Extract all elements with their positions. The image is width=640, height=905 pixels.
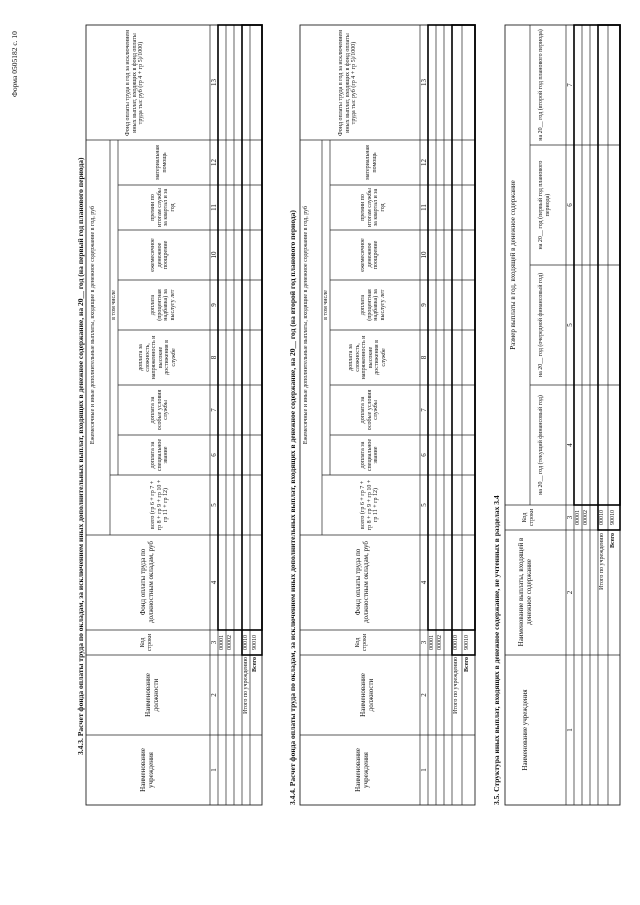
t1-header-group: Ежемесячные и иные дополнительные выплаты, входящие в денежное содержание в год, руб	[90, 205, 96, 445]
t1-header-col12: материальная помощь	[155, 145, 168, 180]
t2-colnum-2: 2	[420, 693, 428, 697]
t1-header-col6: доплата за специальное звание	[150, 438, 170, 472]
t1-colnum-11: 11	[210, 204, 218, 211]
t1-header-institution: Наименование учреждения	[139, 748, 155, 792]
t1-colnum-2: 2	[210, 693, 218, 697]
t1-header-col8: доплата за сложность, напряженность и высокие достижения в службе	[138, 335, 177, 380]
t1-colnum-3: 3	[210, 640, 218, 645]
t2-header-col6: доплата за специальное звание	[360, 438, 380, 472]
t2-colnum-12: 12	[420, 159, 428, 166]
t3-colnum-1: 1	[566, 728, 574, 732]
t1-colnum-4: 4	[210, 580, 218, 585]
t2-header-col12: материальная помощь	[365, 145, 378, 180]
t2-header-col9: доплата (процентная надбавка) за выслугу лет	[360, 289, 386, 321]
section-35-title: 3.5. Структура иных выплат, входящих в денежное содержание, не учтенных в разделах 3.4	[492, 495, 501, 805]
t3-colnum-7: 7	[566, 83, 574, 87]
t3-colnum-4: 4	[566, 443, 574, 447]
t1-colnum-7: 7	[210, 408, 218, 412]
t2-colnum-6: 6	[420, 453, 428, 457]
t1-header-position: Наименование должности	[144, 673, 160, 717]
t2-colnum-10: 10	[420, 251, 428, 259]
table-344-grid	[300, 25, 475, 805]
t3-subtotal-label: Итого по учреждению	[599, 533, 605, 590]
table-343-grid	[86, 25, 262, 805]
t1-header-col9: доплата (процентная надбавка) за выслугу лет	[150, 289, 176, 321]
t1-code-row1: 00001	[219, 635, 225, 650]
t3-header-col4: на 20__ год (текущий финансовый год)	[538, 395, 544, 495]
t1-header-code: Код строки	[140, 633, 153, 652]
t3-header-group: Размер выплаты в год, входящей в денежное содержание	[509, 180, 517, 350]
t2-subtotal-label: Итого по учреждению	[453, 657, 459, 714]
t1-colnum-13: 13	[210, 79, 218, 86]
t2-header-col13: Фонд оплаты труда в год за исключением иных выплат, входящих в фонд оплаты труда тыс руб (гр 4 + гр 5)/1000)	[338, 30, 358, 136]
t2-header-institution: Наименование учреждения	[354, 748, 370, 792]
t1-header-col10: ежемесячное денежное поощрение	[150, 238, 170, 272]
t1-colnum-10: 10	[210, 251, 218, 259]
t2-colnum-11: 11	[420, 204, 428, 211]
t3-colnum-3: 3	[566, 515, 574, 520]
t2-subtotal-code: 00010	[453, 635, 459, 650]
t2-header-code: Код строки	[355, 633, 368, 652]
t2-total-code: 90010	[464, 635, 470, 650]
t1-header-col13: Фонд оплаты труда в год за исключением иных выплат, входящих в фонд оплаты труда тыс руб (гр 4 + гр 5)/1000)	[125, 30, 145, 136]
t1-colnum-8: 8	[210, 355, 218, 360]
t3-header-code: Код строки	[522, 508, 535, 527]
t2-colnum-3: 3	[420, 640, 428, 645]
t3-code-row2: 00002	[583, 510, 589, 525]
t3-code-row1: 00001	[575, 510, 581, 525]
t2-header-col11: премии по итогам службы за квартал и за год	[360, 188, 386, 227]
form-number: Форма 0505182 с. 10	[10, 31, 19, 97]
t1-colnum-12: 12	[210, 159, 218, 166]
t1-colnum-6: 6	[210, 453, 218, 457]
t2-colnum-1: 1	[420, 768, 428, 772]
t1-colnum-1: 1	[210, 768, 218, 772]
t2-colnum-8: 8	[420, 355, 428, 360]
t3-header-col5: на 20__ год (очередной финансовый год)	[538, 272, 544, 378]
t1-subtotal-label: Итого по учреждению	[243, 657, 249, 714]
t3-total-label: Всего	[610, 533, 616, 548]
t2-colnum-9: 9	[420, 303, 428, 307]
t2-header-subgroup: в том числе	[323, 290, 329, 320]
t3-header-col6: на 20__ год (первый год планового периода)	[538, 160, 551, 250]
t1-colnum-5: 5	[210, 503, 218, 507]
t1-header-col7: доплата за особые условия службы	[150, 389, 170, 431]
section-343-title: 3.4.3. Расчет фонда оплаты труда по окладам, за исключением иных дополнительных выплат, входящих в денежное содержание, на 20__ год (на первый год планового периода)	[76, 157, 85, 755]
t2-header-col8: доплата за сложность, напряженность и высокие достижения в службе	[348, 335, 387, 380]
t2-header-position: Наименование должности	[359, 673, 375, 717]
t1-header-subgroup: в том числе	[111, 290, 117, 320]
t2-header-col7: доплата за особые условия службы	[360, 389, 380, 431]
t1-header-fot: Фонд оплаты труда по должностным окладам, руб	[139, 541, 155, 623]
t2-colnum-13: 13	[420, 79, 428, 86]
t3-colnum-2: 2	[566, 590, 574, 595]
t3-header-payment: Наименование выплаты, входящей в денежное содержание	[517, 537, 533, 647]
t1-subtotal-code: 00010	[243, 635, 249, 650]
section-344-title: 3.4.4. Расчет фонда оплаты труда по окладам, за исключением иных дополнительных выплат, входящих в денежное содержание, на 20__ год (на второй год планового периода)	[288, 210, 297, 805]
t2-colnum-5: 5	[420, 503, 428, 507]
t1-code-row2: 00002	[227, 635, 233, 650]
t3-subtotal-code: 00010	[599, 510, 605, 525]
t2-header-total: всего (гр 6 + гр 7 + гр 8 + гр 9 + гр 10 + гр 11 + гр 12)	[360, 479, 380, 531]
t3-header-institution: Наименование учреждения	[521, 689, 529, 771]
t2-colnum-7: 7	[420, 408, 428, 412]
t1-total-code: 90010	[252, 635, 258, 650]
t3-total-code: 90010	[610, 510, 616, 525]
t2-header-fot: Фонд оплаты труда по должностным окладам, руб	[354, 541, 370, 623]
t3-header-col7: на 20__ год (второй год планового периода)	[538, 29, 544, 141]
t3-colnum-6: 6	[566, 203, 574, 207]
t1-total-label: Всего	[252, 657, 258, 672]
t2-code-row1: 00001	[429, 635, 435, 650]
t2-code-row2: 00002	[437, 635, 443, 650]
t2-colnum-4: 4	[420, 580, 428, 585]
t1-header-col11: премии по итогам службы за квартал и за год	[150, 188, 176, 227]
t1-header-total: всего (гр 6 + гр 7 + гр 8 + гр 9 + гр 10 + гр 11 + гр 12)	[150, 479, 170, 531]
t3-colnum-5: 5	[566, 323, 574, 327]
t1-colnum-9: 9	[210, 303, 218, 307]
t2-header-group: Ежемесячные и иные дополнительные выплаты, входящие в денежное содержание в год, руб	[303, 205, 309, 445]
t2-total-label: Всего	[464, 657, 470, 672]
t2-header-col10: ежемесячное денежное поощрение	[360, 238, 380, 272]
